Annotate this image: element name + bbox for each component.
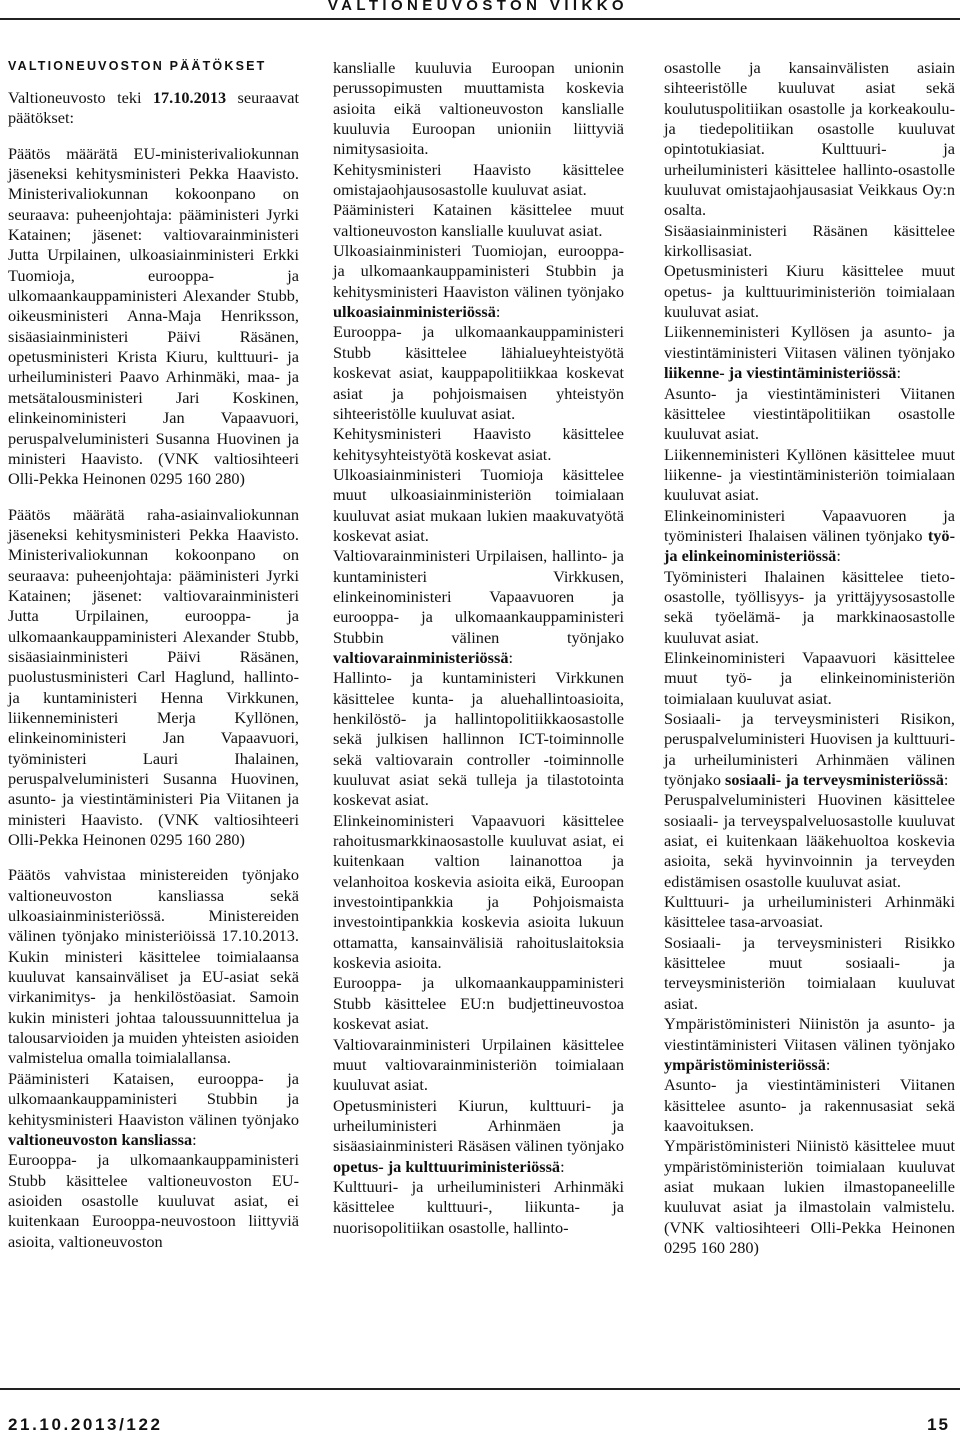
paragraph: Ympäristöministeri Niinistön ja asunto- ja viestintäministeri Viitasen välinen työnjako ympäristöministeriössä:	[664, 1014, 955, 1074]
paragraph: Sosiaali- ja terveysministeri Risikko käsittelee muut sosiaali- ja terveysministeriön toimialaan kuuluvat asiat.	[664, 932, 955, 1013]
paragraph: Pääministeri Kataisen, eurooppa- ja ulkomaankauppaministeri Stubbin ja kehitysministeri Haaviston välinen työnjako valtioneuvoston kansliassa:	[8, 1068, 299, 1149]
paragraph: Opetusministeri Kiuru käsittelee muut opetus- ja kulttuuriministeriön toimialaan kuuluvat asiat.	[664, 261, 955, 322]
paragraph: Pääministeri Katainen käsittelee muut valtioneuvoston kanslialle kuuluvat asiat.	[333, 200, 624, 240]
column-1	[8, 58, 299, 1252]
section-title: VALTIONEUVOSTON PÄÄTÖKSET	[8, 59, 267, 73]
column-2	[333, 58, 624, 1238]
column-3	[664, 58, 955, 1258]
footer-rule	[0, 1388, 960, 1390]
paragraph: Ympäristöministeri Niinistö käsittelee muut ympäristöministeriön toimialaan kuuluvat asiat mukaan lukien ilmastopaneelille kuuluvat asiat ja ilmastolain valmistelu. (VNK valtiosihteeri Olli-Pekka Heinonen 0295 160 280)	[664, 1136, 955, 1257]
paragraph: Kehitysministeri Haavisto käsittelee kehitysyhteistyötä koskevat asiat.	[333, 424, 624, 464]
page-number: 15	[927, 1415, 950, 1434]
paragraph: Työministeri Ihalainen käsittelee tieto-osastolle, työllisyys- ja yrittäjyysosastolle sekä työelämä- ja markkinaosastolle kuuluvat asiat.	[664, 566, 955, 647]
paragraph: Ulkoasiainministeri Tuomioja käsittelee muut ulkoasiainministeriön toimialaan kuuluvat asiat mukaan lukien maakuvatyötä koskevat asiat.	[333, 464, 624, 545]
paragraph: Peruspalveluministeri Huovinen käsittelee sosiaali- ja terveyspalveluosastolle kuuluvat asiat, ei kuitenkaan lääkehuoltoa koskevia asioita, sekä hyvinvoinnin ja terveyden edistämisen osastolle kuuluvat asiat.	[664, 790, 955, 891]
paragraph: Ulkoasiainministeri Tuomiojan, eurooppa- ja ulkomaankauppaministeri Stubbin ja kehitysministeri Haaviston välinen työnjako ulkoasiainministeriössä:	[333, 241, 624, 322]
paragraph: Elinkeinoministeri Vapaavuori käsittelee muut työ- ja elinkeinoministeriön toimialaan kuuluvat asiat.	[664, 647, 955, 708]
paragraph: Eurooppa- ja ulkomaankauppaministeri Stubb käsittelee valtioneuvoston EU-asioiden osastolle kuuluvat asiat, ei kuitenkaan Eurooppa-neuvostoon liittyviä asioita, valtioneuvoston	[8, 1150, 299, 1251]
paragraph: Liikenneministeri Kyllönen käsittelee muut liikenne- ja viestintäministeriön toimialaan kuuluvat asiat.	[664, 444, 955, 505]
paragraph: Liikenneministeri Kyllösen ja asunto- ja viestintäministeri Viitasen välinen työnjako liikenne- ja viestintäministeriössä:	[664, 322, 955, 383]
paragraph: Päätös määrätä raha-asiainvaliokunnan jäseneksi kehitysministeri Pekka Haavisto. Ministerivaliokunnan kokoonpano on seuraava: puheenjohtaja: pääministeri Jyrki Katainen; jäsenet: valtiovarainministeri Jutta Urpilainen, eurooppa- ja ulkomaankauppaministeri Alexander Stubb, sisäasiainministeri Päivi Räsänen, puolustusministeri Carl Haglund, hallinto- ja kuntaministeri Henna Virkkunen, liikenneministeri Merja Kyllönen, elinkeinoministeri Jan Vapaavuori, työministeri Lauri Ihalainen, peruspalveluministeri Susanna Huovinen, asunto- ja viestintäministeri Pia Viitanen ja ministeri Haavisto. (VNK valtiosihteeri Olli-Pekka Heinonen 0295 160 280)	[8, 504, 299, 850]
paragraph: Kulttuuri- ja urheiluministeri Arhinmäki käsittelee tasa-arvoasiat.	[664, 892, 955, 932]
publication-title: VALTIONEUVOSTON VIIKKO	[327, 0, 628, 14]
paragraph: kanslialle kuuluvia Euroopan unionin perussopimusten muuttamista koskevia asioita eikä valtioneuvoston kanslialle kuuluvia Euroopan unioniin liittyviä nimitysasioita.	[333, 58, 624, 159]
paragraph: Valtiovarainministeri Urpilainen käsittelee muut valtiovarainministeriön toimialaan kuuluvat asiat.	[333, 1034, 624, 1095]
paragraph: Opetusministeri Kiurun, kulttuuri- ja urheiluministeri Arhinmäen ja sisäasiainministeri Räsäsen välinen työnjako opetus- ja kulttuuriministeriössä:	[333, 1095, 624, 1176]
paragraph: Valtiovarainministeri Urpilaisen, hallinto- ja kuntaministeri Virkkusen, elinkeinoministeri Vapaavuoren ja eurooppa- ja ulkomaankauppaministeri Stubbin välinen työnjako valtiovarainministeriössä:	[333, 546, 624, 667]
paragraph: Sisäasiainministeri Räsänen käsittelee kirkollisasiat.	[664, 220, 955, 261]
issue-number: 21.10.2013/122	[8, 1415, 163, 1434]
paragraph: Kehitysministeri Haavisto käsittelee omistajaohjausosastolle kuuluvat asiat.	[333, 159, 624, 200]
paragraph: Elinkeinoministeri Vapaavuoren ja työministeri Ihalaisen välinen työnjako työ- ja elinkeinoministeriössä:	[664, 505, 955, 566]
paragraph: Päätös vahvistaa ministereiden työnjako valtioneuvoston kansliassa sekä ulkoasiainministeriössä. Ministereiden välinen työnjako ministeriöissä 17.10.2013. Kukin ministeri käsittelee toimialaansa kuuluvat kansainväliset ja EU-asiat sekä virkanimitys- ja henkilöstöasiat. Samoin kukin ministeri johtaa taloussuunnittelua ja talousarvioiden ja muiden yhteisten asioiden valmistelua omalla toimialallansa.	[8, 865, 299, 1068]
paragraph: Eurooppa- ja ulkomaankauppaministeri Stubb käsittelee lähialueyhteistyötä koskevat asiat, kauppapolitiikkaa koskevat asiat ja pohjoismaisen yhteistyön sihteeristölle kuuluvat asiat.	[333, 322, 624, 423]
paragraph: Hallinto- ja kuntaministeri Virkkunen käsittelee kunta- ja aluehallintoasioita, henkilöstö- ja hallintopolitiikkaosastolle sekä julkisen hallinnon ICT-toiminnolle sekä valtiovarain controller -toiminnolle kuuluvat asiat sekä tulleja ja tilastotointa koskevat asiat.	[333, 668, 624, 810]
paragraph: Eurooppa- ja ulkomaankauppaministeri Stubb käsittelee EU:n budjettineuvostoa koskevat asiat.	[333, 973, 624, 1034]
intro-paragraph: Valtioneuvosto teki 17.10.2013 seuraavat päätökset:	[8, 88, 299, 128]
paragraph: Päätös määrätä EU-ministerivaliokunnan jäseneksi kehitysministeri Pekka Haavisto. Ministerivaliokunnan kokoonpano on seuraava: puheenjohtaja: pääministeri Jyrki Katainen; jäsenet: valtiovarainministeri Jutta Urpilainen, ulkoasiainministeri Erkki Tuomioja, eurooppa- ja ulkomaankauppaministeri Alexander Stubb, oikeusministeri Anna-Maja Henriksson, sisäasiainministeri Päivi Räsänen, opetusministeri Krista Kiuru, kulttuuri- ja urheiluministeri Paavo Arhinmäki, maa- ja metsätalousministeri Jari Koskinen, elinkeinoministeri Jan Vapaavuori, peruspalveluministeri Susanna Huovinen ja ministeri Haavisto. (VNK valtiosihteeri Olli-Pekka Heinonen 0295 160 280)	[8, 143, 299, 489]
article-columns	[0, 58, 960, 1378]
paragraph: Kulttuuri- ja urheiluministeri Arhinmäki käsittelee kulttuuri-, liikunta- ja nuorisopolitiikan osastolle, hallinto-	[333, 1176, 624, 1237]
header-rule	[0, 18, 960, 20]
paragraph: Elinkeinoministeri Vapaavuori käsittelee rahoitusmarkkinaosastolle kuuluvat asiat, ei kuitenkaan valtion lainanottoa ja velanhoitoa koskevia asioita eikä, Euroopan investointipankkia ja Pohjoismaista investointipankkia koskevia asioita lukuun ottamatta, kansainvälisiä rahoituslaitoksia koskevia asioita.	[333, 810, 624, 973]
paragraph: Asunto- ja viestintäministeri Viitanen käsittelee asunto- ja rakennusasiat sekä kaavoituksen.	[664, 1075, 955, 1135]
paragraph: Asunto- ja viestintäministeri Viitanen käsittelee viestintäpolitiikan osastolle kuuluvat asiat.	[664, 383, 955, 444]
paragraph: Sosiaali- ja terveysministeri Risikon, peruspalveluministeri Huovisen ja kulttuuri- ja urheiluministeri Arhinmäen välinen työnjako sosiaali- ja terveysministeriössä:	[664, 709, 955, 790]
paragraph: osastolle ja kansainvälisten asiain sihteeristölle kuuluvat asiat sekä koulutuspolitiikan osastolle ja korkeakoulu- ja tiedepolitiikan osastolle kuuluvat opintotukiasiat. Kulttuuri- ja urheiluministeri käsittelee hallinto-osastolle kuuluvat omistajaohjausasiat Veikkaus Oy:n osalta.	[664, 58, 955, 220]
